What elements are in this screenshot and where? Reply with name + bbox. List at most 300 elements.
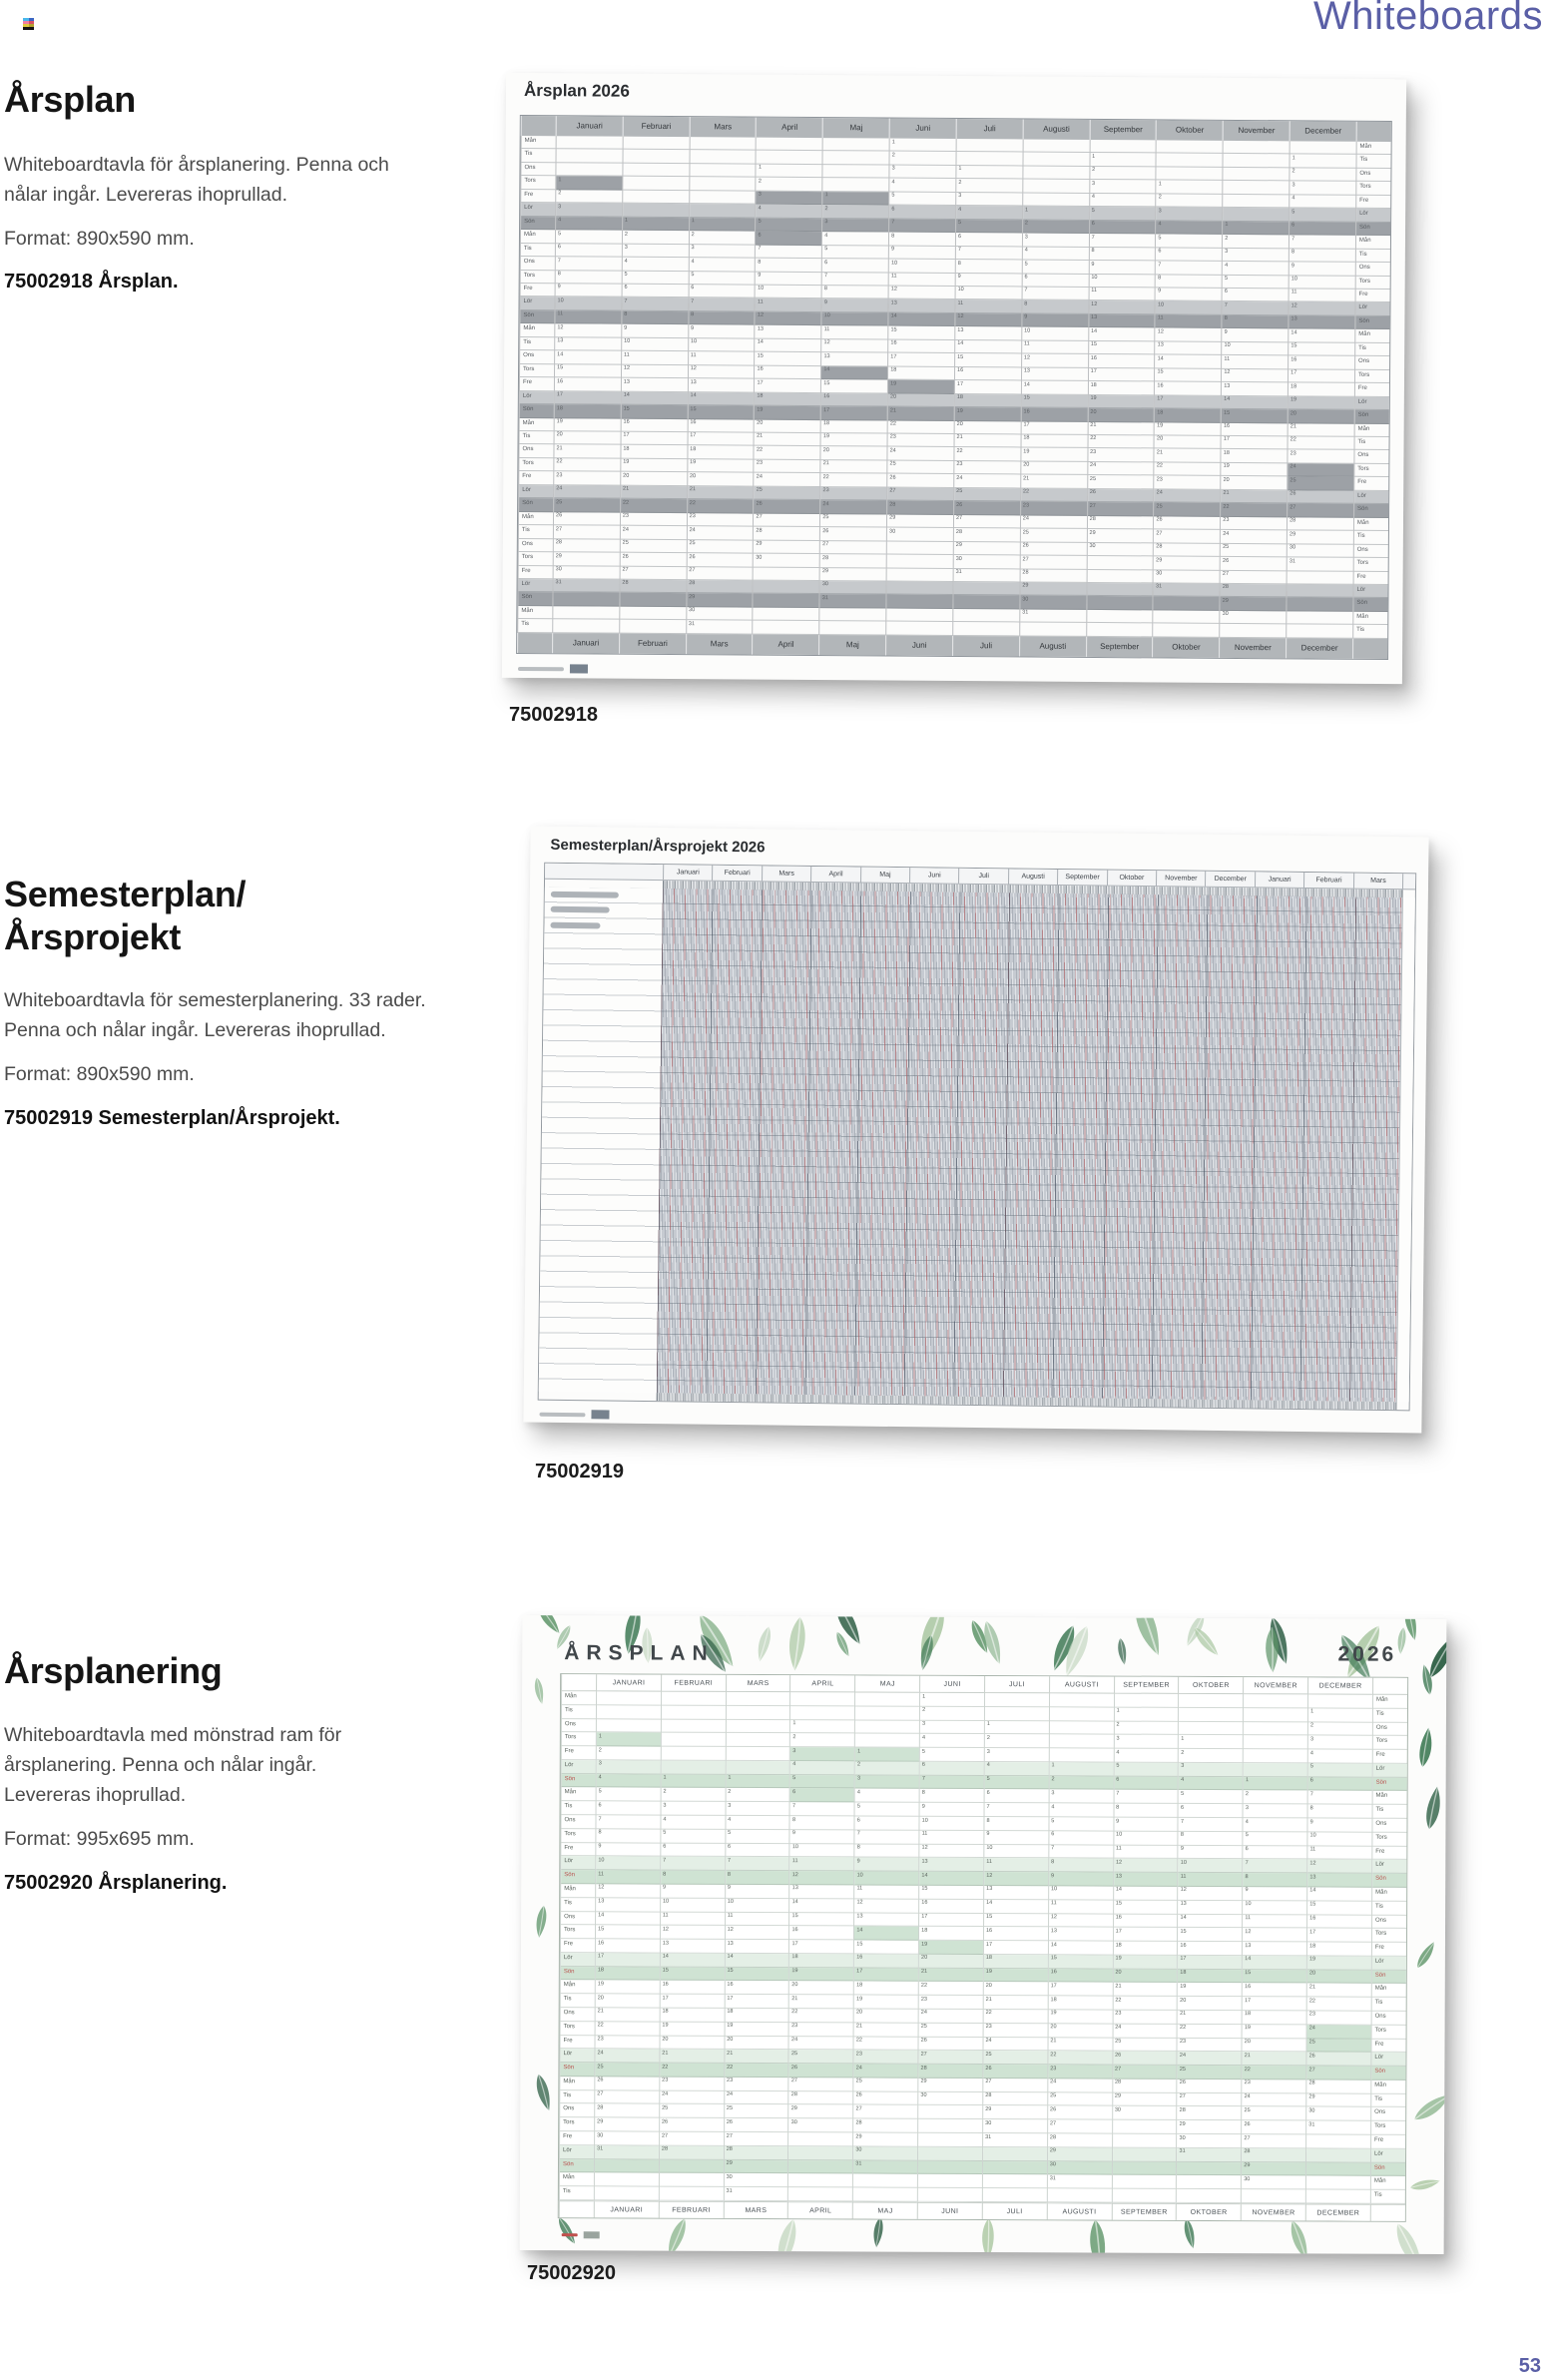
- day-cell: 7: [855, 1830, 919, 1844]
- day-cell: [886, 608, 952, 622]
- day-cell: 24: [1021, 515, 1087, 529]
- day-cell: 27: [983, 2079, 1047, 2092]
- day-cell: 1: [690, 218, 756, 232]
- day-cell: [1244, 1735, 1307, 1749]
- day-cell: 10: [1156, 301, 1222, 315]
- day-cell: 29: [887, 514, 953, 528]
- day-cell: 31: [983, 2133, 1047, 2147]
- day-cell: 20: [1222, 476, 1288, 490]
- product-photo-arsplanering: [520, 1615, 1447, 2254]
- day-cell: 9: [1223, 328, 1289, 342]
- day-cell: 6: [985, 1789, 1049, 1803]
- day-cell: 3: [1090, 180, 1156, 194]
- day-cell: [662, 1719, 726, 1733]
- day-cell: 16: [1178, 1942, 1242, 1956]
- month-column: [1153, 140, 1223, 637]
- day-label: Fre: [1354, 571, 1388, 585]
- day-cell: 30: [1154, 570, 1220, 584]
- day-label: Sön: [561, 1870, 595, 1884]
- day-cell: 8: [1179, 1832, 1243, 1846]
- day-cell: 10: [984, 1845, 1048, 1859]
- day-label: Sön: [520, 310, 554, 324]
- day-cell: 8: [596, 1829, 660, 1843]
- day-cell: 31: [687, 620, 753, 634]
- day-cell: 5: [1289, 209, 1355, 223]
- day-cell: 12: [984, 1872, 1048, 1886]
- day-cell: 10: [855, 1872, 919, 1886]
- day-cell: 5: [622, 271, 688, 285]
- day-cell: 20: [755, 419, 820, 433]
- day-cell: 9: [1049, 1872, 1113, 1886]
- day-cell: 14: [1289, 329, 1354, 343]
- day-cell: [1023, 193, 1089, 207]
- day-cell: 20: [955, 421, 1021, 435]
- day-cell: 22: [660, 2064, 724, 2078]
- day-cell: 5: [1090, 207, 1156, 221]
- month-header-cell: JUNI: [919, 1676, 984, 1693]
- day-cell: [1287, 598, 1352, 612]
- day-cell: 8: [889, 233, 955, 247]
- day-label: Sön: [519, 498, 553, 512]
- day-cell: 26: [919, 2037, 983, 2051]
- day-cell: [690, 137, 756, 151]
- day-cell: 11: [1179, 1873, 1243, 1887]
- day-cell: [1113, 2161, 1177, 2175]
- day-cell: 15: [1049, 1955, 1113, 1969]
- day-cell: 9: [596, 1843, 660, 1857]
- day-cell: 5: [556, 230, 622, 244]
- day-cell: 16: [919, 1899, 983, 1913]
- month-column: [1219, 141, 1289, 638]
- day-cell: 12: [1049, 1914, 1113, 1928]
- day-cell: 31: [724, 2187, 787, 2201]
- day-label: Tors: [1371, 2121, 1405, 2135]
- day-cell: [1244, 1708, 1307, 1722]
- day-cell: 15: [790, 1913, 854, 1927]
- day-cell: 19: [1088, 395, 1154, 409]
- day-cell: 19: [984, 1969, 1048, 1983]
- day-cell: 5: [757, 218, 822, 232]
- day-cell: 27: [1242, 2134, 1305, 2148]
- month-header-cell: Juli: [952, 636, 1019, 656]
- day-cell: [662, 1733, 726, 1747]
- leaf-icon: [781, 1615, 811, 1675]
- day-cell: 19: [919, 1941, 983, 1955]
- day-cell: 28: [725, 2146, 788, 2160]
- day-label: Tors: [560, 2117, 594, 2131]
- day-cell: [887, 568, 953, 582]
- month-header-cell: April: [756, 118, 822, 138]
- description-line: Penna och nålar ingår. Levereras ihoprullad.: [4, 1019, 386, 1041]
- day-cell: 29: [954, 542, 1020, 556]
- day-cell: 19: [1113, 1955, 1177, 1969]
- day-cell: 3: [757, 191, 822, 205]
- day-cell: 11: [984, 1858, 1048, 1872]
- day-cell: 31: [1177, 2148, 1241, 2162]
- day-cell: 5: [956, 220, 1022, 234]
- day-cell: 3: [597, 1760, 661, 1774]
- day-cell: 25: [1088, 475, 1154, 489]
- day-cell: 7: [1049, 1845, 1113, 1859]
- day-cell: 29: [1087, 529, 1153, 543]
- day-cell: 3: [1023, 234, 1089, 248]
- month-header-cell: JULI: [982, 2202, 1047, 2219]
- day-cell: 2: [661, 1788, 725, 1802]
- day-cell: 19: [1243, 2025, 1306, 2039]
- day-cell: [1224, 154, 1289, 168]
- day-cell: 3: [985, 1748, 1049, 1762]
- month-header-cell: Januari: [663, 865, 713, 881]
- day-cell: 21: [984, 1996, 1048, 2010]
- day-cell: [820, 608, 886, 622]
- product-description: [4, 150, 508, 210]
- day-cell: 14: [919, 1872, 983, 1886]
- day-cell: 13: [1089, 314, 1155, 328]
- day-cell: 6: [1090, 221, 1156, 235]
- day-label: Mån: [521, 230, 555, 244]
- day-cell: [887, 541, 953, 555]
- day-cell: 25: [554, 498, 620, 512]
- day-cell: 23: [1155, 476, 1221, 490]
- day-label: Sön: [1373, 1777, 1407, 1791]
- day-cell: 30: [1020, 596, 1086, 610]
- day-cell: 8: [689, 311, 755, 325]
- day-cell: 28: [1221, 584, 1287, 598]
- day-cell: 13: [1243, 1942, 1306, 1956]
- day-cell: 1: [1115, 1707, 1179, 1721]
- day-cell: 28: [887, 501, 953, 515]
- day-cell: 6: [956, 233, 1022, 247]
- month-header-cell: Mars: [762, 866, 811, 882]
- day-cell: [918, 2119, 982, 2133]
- day-label: Lör: [561, 1857, 595, 1871]
- day-cell: [918, 2188, 982, 2202]
- day-cell: 18: [1089, 381, 1155, 395]
- day-cell: 7: [790, 1802, 854, 1816]
- month-column: [1286, 141, 1355, 638]
- day-label: Lör: [560, 2145, 594, 2159]
- day-cell: 23: [919, 1996, 983, 2010]
- day-cell: 4: [889, 179, 955, 193]
- description-line: årsplanering. Penna och nålar ingår.: [4, 1754, 317, 1776]
- day-label: Lör: [1371, 2148, 1405, 2162]
- day-cell: [1113, 2134, 1177, 2148]
- day-cell: 30: [1242, 2175, 1305, 2189]
- day-cell: 12: [889, 287, 955, 300]
- day-cell: 12: [1222, 369, 1288, 383]
- month-header-cell: Februari: [1303, 873, 1353, 889]
- day-cell: 2: [1308, 1722, 1372, 1736]
- day-cell: [1224, 168, 1289, 182]
- day-cell: 7: [1022, 287, 1088, 300]
- day-cell: [886, 622, 952, 636]
- day-cell: 6: [622, 285, 688, 298]
- day-cell: [1157, 154, 1223, 168]
- day-cell: 7: [1223, 301, 1289, 315]
- day-cell: 22: [1088, 435, 1154, 449]
- day-cell: 23: [954, 461, 1020, 475]
- day-cell: [597, 1705, 661, 1719]
- month-header-cell: Maj: [822, 118, 889, 138]
- day-cell: 3: [1308, 1736, 1372, 1750]
- day-cell: 18: [621, 445, 687, 459]
- day-cell: 28: [820, 554, 886, 568]
- day-label: Fre: [519, 471, 553, 485]
- day-label: Mån: [560, 2172, 594, 2186]
- day-cell: 28: [1154, 543, 1220, 557]
- day-cell: 25: [595, 2063, 659, 2077]
- day-cell: 10: [756, 286, 821, 299]
- day-cell: 1: [1157, 181, 1223, 195]
- day-cell: 4: [1223, 262, 1289, 276]
- day-cell: [754, 607, 819, 621]
- day-cell: 22: [1307, 1998, 1371, 2012]
- leaf-icon: [1414, 1724, 1438, 1770]
- day-cell: 16: [555, 377, 621, 391]
- day-cell: 18: [789, 1954, 853, 1968]
- day-cell: 20: [919, 1955, 983, 1969]
- day-cell: 4: [661, 1816, 725, 1830]
- day-label: Tis: [1356, 249, 1390, 263]
- day-label: Tors: [561, 2022, 595, 2036]
- day-cell: 14: [756, 338, 821, 352]
- day-cell: 1: [890, 139, 956, 153]
- day-label: Tors: [1371, 2025, 1405, 2039]
- month-header-cell: SEPTEMBER: [1114, 1677, 1179, 1694]
- day-cell: 1: [1049, 1762, 1113, 1776]
- name-column: [539, 888, 663, 1393]
- day-cell: 2: [1023, 220, 1089, 234]
- day-cell: 16: [1089, 354, 1155, 368]
- day-cell: 28: [1178, 2106, 1242, 2120]
- month-header-cell: Juli: [958, 869, 1008, 885]
- day-cell: 21: [1113, 1983, 1177, 1997]
- day-cell: 2: [890, 152, 956, 166]
- day-cell: 30: [820, 581, 886, 595]
- day-cell: 31: [820, 594, 886, 608]
- day-label: Mån: [562, 1788, 596, 1802]
- day-cell: 8: [1089, 248, 1155, 262]
- day-cell: 13: [555, 337, 621, 351]
- day-cell: 31: [954, 569, 1020, 583]
- month-column: [659, 1692, 726, 2201]
- day-cell: 21: [1048, 2038, 1112, 2052]
- day-cell: 23: [789, 2023, 853, 2037]
- product-code-line: 75002919 Semesterplan/Årsprojekt.: [4, 1107, 340, 1129]
- day-cell: 29: [1288, 530, 1353, 544]
- day-cell: 24: [954, 474, 1020, 488]
- month-header-cell: MAJ: [854, 1675, 919, 1692]
- day-cell: 18: [955, 394, 1021, 408]
- month-column: [952, 139, 1022, 636]
- day-cell: 8: [920, 1789, 984, 1803]
- day-label: Mån: [1356, 236, 1390, 250]
- day-cell: 5: [689, 272, 755, 286]
- day-label: Tis: [520, 431, 554, 445]
- day-cell: 29: [1113, 2092, 1177, 2106]
- day-label: Lör: [518, 579, 552, 593]
- day-cell: 2: [822, 205, 888, 219]
- product-code-line: 75002920 Årsplanering.: [4, 1872, 228, 1894]
- day-cell: 29: [789, 2105, 853, 2119]
- day-cell: 18: [1021, 434, 1087, 448]
- day-cell: 6: [1179, 1804, 1243, 1818]
- day-cell: [918, 2147, 982, 2161]
- day-cell: 17: [919, 1913, 983, 1927]
- day-cell: 17: [1243, 1997, 1306, 2011]
- day-cell: 23: [854, 2051, 918, 2065]
- day-cell: 20: [1243, 2039, 1306, 2053]
- day-cell: 4: [1179, 1777, 1243, 1791]
- day-cell: [1154, 597, 1220, 611]
- day-label: Ons: [521, 163, 555, 177]
- day-cell: [727, 1692, 790, 1706]
- day-cell: 14: [1049, 1941, 1113, 1955]
- day-cell: 16: [621, 418, 687, 432]
- day-cell: 3: [661, 1802, 725, 1816]
- day-label: Sön: [560, 2159, 594, 2173]
- day-cell: 27: [854, 2105, 918, 2119]
- day-cell: 28: [1242, 2148, 1305, 2162]
- leaf-icon: [1115, 1636, 1130, 1667]
- day-cell: 24: [554, 485, 620, 499]
- day-cell: 5: [1179, 1790, 1243, 1804]
- day-cell: 21: [1221, 490, 1287, 504]
- day-cell: 17: [1021, 421, 1087, 435]
- month-header-cell: Mars: [1353, 874, 1403, 890]
- day-cell: 22: [919, 1982, 983, 1996]
- day-cell: [1023, 166, 1089, 180]
- day-label: Fre: [1354, 477, 1388, 491]
- day-cell: 27: [954, 515, 1020, 529]
- leaf-icon: [1124, 1615, 1170, 1663]
- day-cell: 12: [555, 324, 621, 338]
- day-cell: 27: [1288, 504, 1353, 518]
- day-label: Mån: [1373, 1791, 1407, 1805]
- day-cell: [754, 621, 819, 635]
- month-column: [917, 1693, 984, 2202]
- day-cell: 5: [985, 1776, 1049, 1790]
- day-cell: 5: [1223, 275, 1289, 289]
- day-label: Fre: [561, 1939, 595, 1953]
- day-cell: 22: [1243, 2066, 1306, 2080]
- day-cell: [887, 581, 953, 595]
- day-cell: [823, 178, 889, 192]
- day-cell: 26: [1288, 490, 1353, 504]
- day-cell: 13: [984, 1886, 1048, 1900]
- day-cell: 8: [1289, 249, 1355, 263]
- day-cell: 26: [1154, 516, 1220, 530]
- day-cell: 8: [661, 1871, 725, 1885]
- day-cell: 27: [660, 2132, 724, 2146]
- description-line: Whiteboardtavla för semesterplanering. 33 rader.: [4, 989, 426, 1011]
- day-cell: 2: [690, 231, 756, 245]
- day-cell: 15: [1022, 394, 1088, 408]
- day-cell: [595, 2186, 659, 2200]
- day-cell: 12: [955, 313, 1021, 327]
- day-label: Tis: [1354, 531, 1388, 545]
- day-cell: 15: [1222, 409, 1288, 423]
- day-cell: 2: [1289, 168, 1355, 182]
- day-cell: [1288, 571, 1353, 585]
- day-cell: 1: [1308, 1708, 1372, 1722]
- day-cell: 6: [756, 232, 821, 246]
- day-cell: [1087, 556, 1153, 570]
- leaf-icon: [660, 2213, 694, 2254]
- day-cell: 7: [1156, 261, 1222, 275]
- day-cell: 19: [888, 380, 954, 394]
- day-cell: 28: [554, 539, 620, 553]
- month-column: [1047, 1693, 1114, 2202]
- day-cell: [1157, 167, 1223, 181]
- month-header-cell: Januari: [556, 116, 623, 136]
- day-cell: 15: [725, 1967, 788, 1981]
- day-cell: [918, 2105, 982, 2119]
- day-cell: 9: [1022, 313, 1088, 327]
- day-cell: 18: [1155, 408, 1221, 422]
- day-cell: 6: [556, 244, 622, 258]
- day-cell: 10: [1289, 276, 1355, 290]
- day-cell: 13: [756, 325, 821, 339]
- month-header-cell: Juni: [889, 119, 956, 139]
- day-label: Fre: [1372, 1943, 1406, 1957]
- day-cell: 21: [596, 2008, 660, 2022]
- year-planner-grid: [516, 115, 1392, 660]
- day-label: Fre: [1355, 290, 1389, 303]
- day-cell: 18: [1178, 1969, 1242, 1983]
- day-cell: [918, 2133, 982, 2147]
- month-header-cell: Februari: [619, 634, 686, 654]
- day-cell: 19: [1178, 1983, 1242, 1997]
- day-label: Tors: [520, 364, 554, 378]
- day-cell: 6: [1308, 1777, 1372, 1791]
- day-cell: 18: [725, 2009, 788, 2023]
- day-cell: 24: [660, 2090, 724, 2104]
- day-cell: 10: [1022, 327, 1088, 341]
- day-label: Tis: [1354, 437, 1388, 451]
- day-label: Mån: [518, 606, 552, 620]
- day-cell: [660, 2159, 724, 2173]
- day-cell: 20: [984, 1982, 1048, 1996]
- day-cell: 17: [1155, 395, 1221, 409]
- day-cell: 20: [854, 2009, 918, 2023]
- day-cell: [790, 1706, 854, 1720]
- day-label: Tors: [1373, 1736, 1407, 1750]
- day-label: Mån: [1373, 1695, 1407, 1709]
- day-cell: 14: [1022, 381, 1088, 395]
- day-cell: 10: [1222, 342, 1288, 356]
- day-label: Tors: [1372, 1929, 1406, 1943]
- board-footer-marks: [539, 1410, 609, 1420]
- day-cell: 9: [1179, 1845, 1243, 1859]
- day-cell: 27: [1178, 2093, 1242, 2107]
- day-cell: 30: [725, 2173, 788, 2187]
- day-cell: [1306, 2134, 1370, 2148]
- day-cell: 11: [1289, 289, 1355, 302]
- day-label: Tors: [521, 176, 555, 190]
- day-cell: 14: [790, 1899, 854, 1913]
- day-cell: [1154, 624, 1220, 638]
- day-cell: 28: [789, 2091, 853, 2105]
- day-cell: 12: [622, 364, 688, 378]
- day-cell: 17: [755, 379, 820, 393]
- day-cell: 1: [1090, 153, 1156, 167]
- day-cell: 26: [595, 2077, 659, 2090]
- day-cell: 24: [1048, 2079, 1112, 2092]
- day-cell: 15: [756, 352, 821, 366]
- day-cell: 18: [555, 404, 621, 418]
- day-cell: 31: [1048, 2175, 1112, 2189]
